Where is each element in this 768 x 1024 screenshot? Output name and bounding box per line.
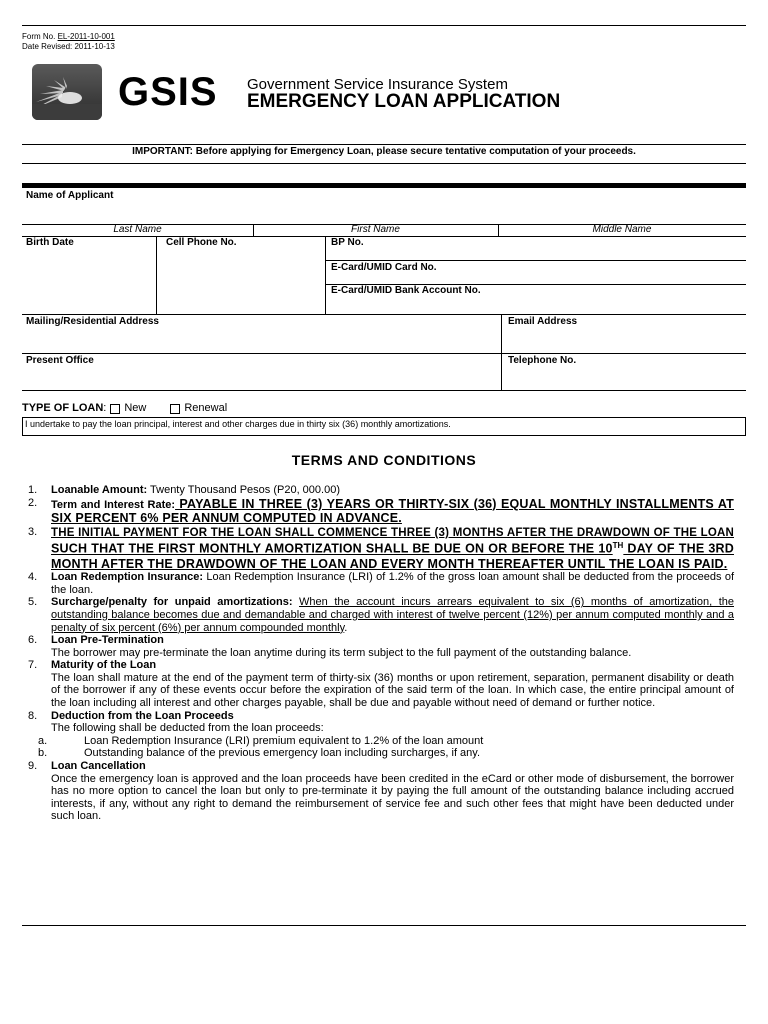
term-body: Once the emergency loan is approved and the loan proceeds have been credited in the eCard or other mode of disbursement, the borrower has no more option to cancel the loan but only to pre-terminate it by paying the full amount of the outstanding balance including accrued interests, if any, without any right to demand the reimbursement of service fee and such other fees that might have been deducted under such loan. [51, 772, 734, 823]
term-body: The borrower may pre-terminate the loan anytime during its term subject to the full payment of the outstanding balance. [51, 646, 632, 659]
term-number: 5. [28, 596, 38, 609]
term-number: 1. [28, 484, 38, 496]
term-number: 9. [28, 760, 38, 773]
important-notice: IMPORTANT: Before applying for Emergency Loan, please secure tentative computation of your proceeds. [132, 146, 636, 157]
ecard-bank-label: E-Card/UMID Bank Account No. [331, 285, 481, 296]
cell-phone-field[interactable] [157, 250, 325, 314]
middle-name-label: Middle Name [592, 224, 652, 235]
loan-type-row [22, 402, 227, 415]
term-superscript: TH [612, 541, 624, 551]
term-item [22, 497, 734, 526]
term-heading: Deduction from the Loan Proceeds [51, 709, 234, 722]
term-item [22, 596, 734, 634]
email-label: Email Address [508, 316, 578, 327]
gsis-sun-logo-icon [32, 64, 102, 120]
form-no-label: Form No. [22, 32, 56, 41]
term-sub-item [22, 735, 734, 748]
form-number: EL-2011-10-001 [57, 32, 115, 41]
form-meta [22, 32, 115, 52]
term-body: . [344, 621, 348, 634]
term-item [22, 710, 734, 735]
top-rule [22, 25, 746, 26]
sub-item-text: Outstanding balance of the previous emergency loan including surcharges, if any. [84, 747, 481, 760]
term-heading: Term and Interest Rate: [51, 498, 176, 511]
terms-title: TERMS AND CONDITIONS [291, 452, 477, 468]
name-of-applicant-label: Name of Applicant [26, 190, 114, 201]
term-heading: Loan Redemption Insurance: [51, 571, 204, 584]
sub-item-text: Loan Redemption Insurance (LRI) premium equivalent to 1.2% of the loan amount [84, 734, 484, 747]
birth-date-label: Birth Date [26, 237, 74, 248]
name-of-applicant-field[interactable] [26, 203, 742, 223]
terms-list [22, 484, 734, 823]
term-body: When the account incurs arrears equivalent to six (6) months of amortization, the outstanding balance becomes due and demandable and charged with interest of twelve percent (12%) per annum computed monthly and a penalty of six percent (6%) per annum compounded monthly [51, 596, 734, 634]
term-number: 7. [28, 659, 38, 672]
renewal-label: Renewal [184, 402, 228, 414]
notice-top-rule [22, 144, 746, 145]
form-title: EMERGENCY LOAN APPLICATION [247, 91, 561, 112]
birth-date-field[interactable] [22, 250, 156, 314]
new-label: New [124, 402, 147, 414]
term-heading: Loan Cancellation [51, 760, 146, 773]
date-revised: Date Revised: 2011-10-13 [22, 42, 115, 51]
gsis-logo-text: GSIS [118, 70, 218, 114]
term-body: THE INITIAL PAYMENT FOR THE LOAN SHALL COMMENCE THREE (3) MONTHS AFTER THE DRAWDOWN OF THE LOAN [51, 526, 734, 539]
cell-phone-label: Cell Phone No. [166, 237, 237, 248]
term-item [22, 571, 734, 596]
divider [22, 314, 746, 315]
sub-item-letter: a. [38, 734, 48, 747]
ecard-no-label: E-Card/UMID Card No. [331, 262, 437, 273]
term-number: 3. [28, 525, 38, 538]
term-number: 8. [28, 709, 38, 722]
last-name-label: Last Name [113, 224, 162, 235]
term-number: 2. [28, 496, 38, 509]
divider [22, 353, 746, 354]
term-heading: Surcharge/penalty for unpaid amortizations: [51, 596, 293, 609]
notice-bottom-rule [22, 163, 746, 164]
divider [501, 314, 502, 390]
divider [325, 260, 746, 261]
section-bar [22, 183, 746, 188]
undertaking-statement: I undertake to pay the loan principal, interest and other charges due in thirty six (36) monthly amortizations. [22, 417, 746, 436]
term-heading: Loanable Amount: [51, 484, 148, 496]
divider [325, 236, 326, 314]
subname-rule [22, 236, 746, 237]
divider [22, 390, 746, 391]
term-heading: Maturity of the Loan [51, 659, 157, 672]
term-body: SUCH THAT THE FIRST MONTHLY AMORTIZATION SHALL BE DUE ON OR BEFORE THE 10 [51, 541, 613, 556]
telephone-label: Telephone No. [508, 355, 577, 366]
term-item [22, 760, 734, 823]
term-number: 4. [28, 571, 38, 584]
term-body: Twenty Thousand Pesos (P20, 000.00) [147, 484, 340, 496]
term-body: PAYABLE IN THREE (3) YEARS OR THIRTY-SIX (36) EQUAL MONTHLY INSTALLMENTS AT SIX PERCENT 6% PER ANNUM COMPUTED IN ADVANCE. [51, 496, 734, 526]
term-body: DAY OF THE 3RD MONTH AFTER THE DRAWDOWN OF THE LOAN AND EVERY MONTH THEREAFTER UNTIL THE LOAN IS PAID. [51, 541, 734, 571]
bottom-rule [22, 925, 746, 926]
new-checkbox[interactable] [110, 404, 120, 414]
bp-no-label: BP No. [331, 237, 364, 248]
sub-item-letter: b. [38, 747, 48, 760]
term-item [22, 526, 734, 571]
term-sub-item [22, 747, 734, 760]
agency-name: Government Service Insurance System [247, 76, 508, 93]
renewal-checkbox[interactable] [170, 404, 180, 414]
term-body: The following shall be deducted from the loan proceeds: [51, 722, 324, 735]
term-body: Loan Redemption Insurance (LRI) of 1.2% of the gross loan amount shall be deducted from the proceeds of the loan. [51, 571, 735, 596]
present-office-label: Present Office [26, 355, 94, 366]
term-item [22, 484, 734, 497]
term-number: 6. [28, 634, 38, 647]
mailing-address-label: Mailing/Residential Address [26, 316, 159, 327]
term-heading: Loan Pre-Termination [51, 634, 164, 647]
term-item [22, 659, 734, 709]
loan-type-label: TYPE OF LOAN [22, 402, 104, 414]
term-body: The loan shall mature at the end of the payment term of thirty-six (36) months or upon retirement, separation, permanent disability or death of the borrower if any of these events occur before the expiration of the said term of the loan. In which case, the entire principal amount of the loan including all interest and other charges payable, shall be due and payable without need of demand or further notice. [51, 671, 734, 710]
first-name-label: First Name [351, 224, 400, 235]
loan-type-colon: : [103, 402, 107, 414]
term-item [22, 634, 734, 659]
